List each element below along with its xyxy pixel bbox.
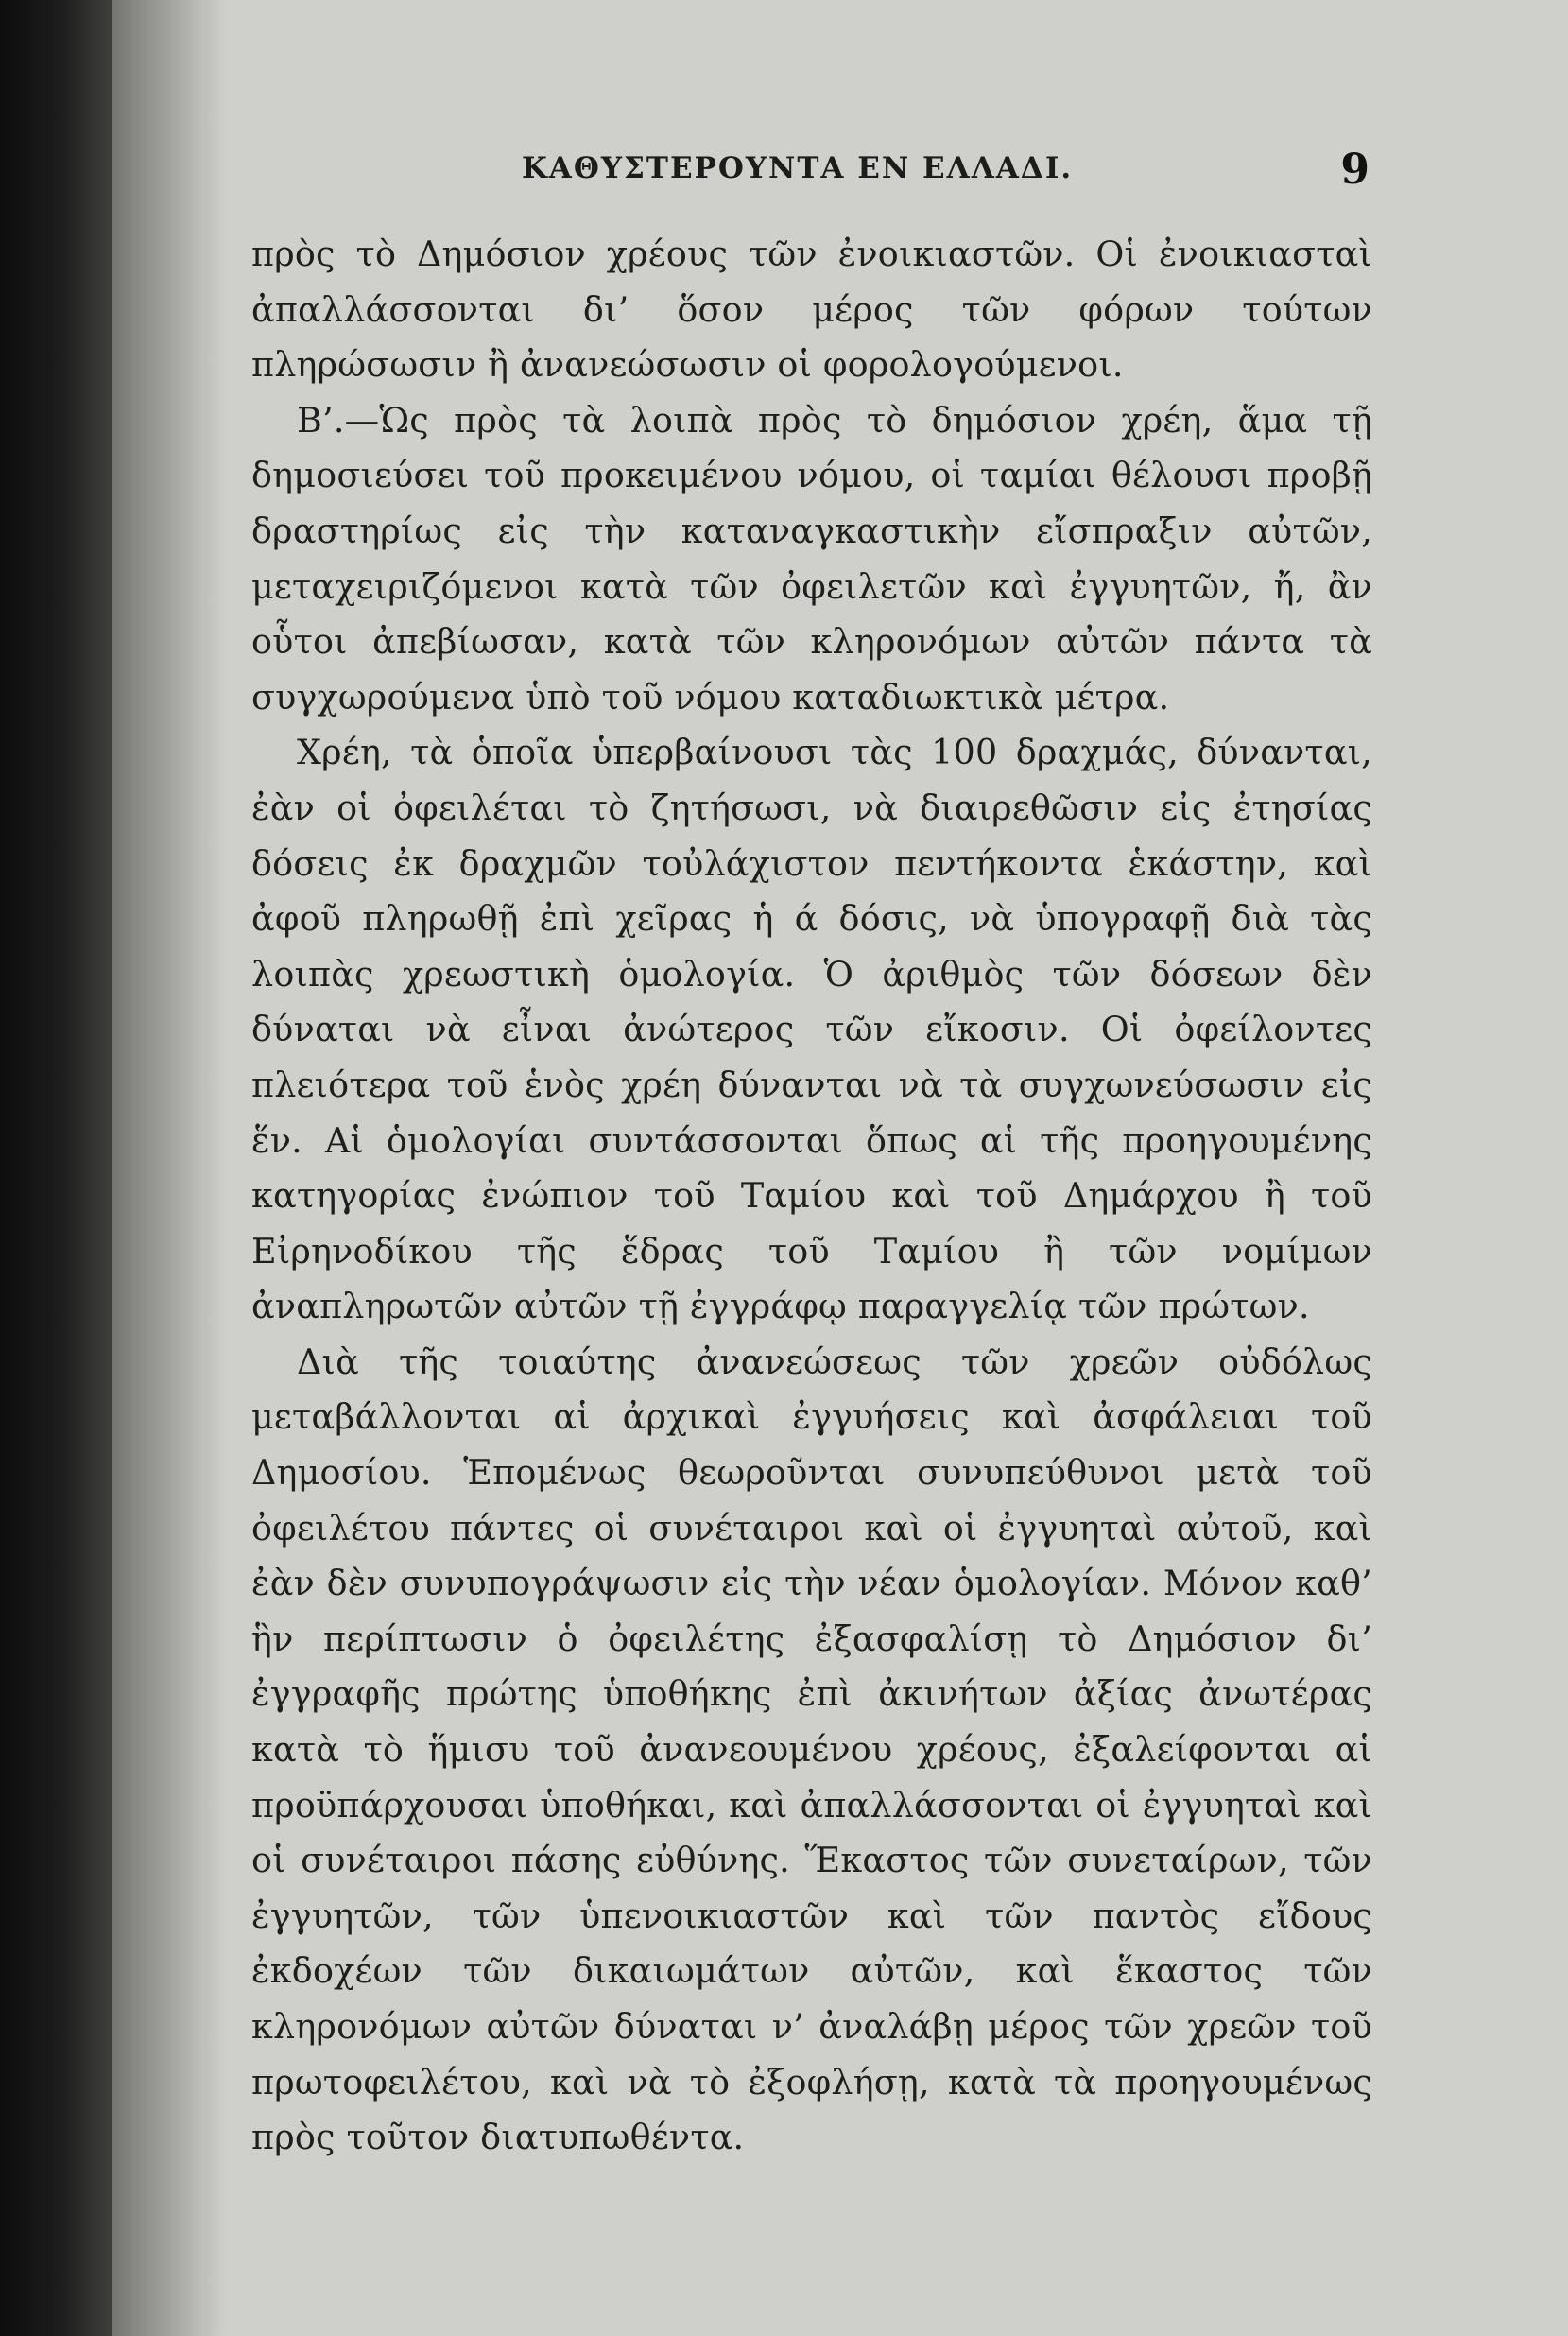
- page-number: 9: [1340, 146, 1370, 194]
- gutter-shadow: [112, 0, 225, 2336]
- paragraph: Β’.—Ὡς πρὸς τὰ λοιπὰ πρὸς τὸ δημόσιον χρέη, ἅμα τῇ δημοσιεύσει τοῦ προκειμένου νόμου, οἱ ταμίαι θέλουσι προβῇ δραστηρίως εἰς τὴν καταναγκαστικὴν εἴσπραξιν αὐτῶν, μεταχειριζόμενοι κατὰ τῶν ὀφειλετῶν καὶ ἐγγυητῶν, ἤ, ἂν οὗτοι ἀπεβίωσαν, κατὰ τῶν κληρονόμων αὐτῶν πάντα τὰ συγχωρούμενα ὑπὸ τοῦ νόμου καταδιωκτικὰ μέτρα.: [251, 399, 1372, 718]
- book-page: [225, 0, 1568, 2336]
- page-header: [225, 146, 1370, 208]
- paragraph: Διὰ τῆς τοιαύτης ἀνανεώσεως τῶν χρεῶν οὐδόλως μεταβάλλονται αἱ ἀρχικαὶ ἐγγυήσεις καὶ ἀσφάλειαι τοῦ Δημοσίου. Ἑπομένως θεωροῦνται συνυπεύθυνοι μετὰ τοῦ ὀφειλέτου πάντες οἱ συνέταιροι καὶ οἱ ἐγγυηταὶ αὐτοῦ, καὶ ἐὰν δὲν συνυπογράψωσιν εἰς τὴν νέαν ὁμολογίαν. Μόνον καθ’ ἣν περίπτωσιν ὁ ὀφειλέτης ἐξασφαλίσῃ τὸ Δημόσιον δι’ ἐγγραφῆς πρώτης ὑποθήκης ἐπὶ ἀκινήτων ἀξίας ἀνωτέρας κατὰ τὸ ἥμισυ τοῦ ἀνανεουμένου χρέους, ἐξαλείφονται αἱ προϋπάρχουσαι ὑποθήκαι, καὶ ἀπαλλάσσονται οἱ ἐγγυηταὶ καὶ οἱ συνέταιροι πάσης εὐθύνης. Ἕκαστος τῶν συνεταίρων, τῶν ἐγγυητῶν, τῶν ὑπενοικιαστῶν καὶ τῶν παντὸς εἴδους ἐκδοχέων τῶν δικαιωμάτων αὐτῶν, καὶ ἕκαστος τῶν κληρονόμων αὐτῶν δύναται ν’ ἀναλάβῃ μέρος τῶν χρεῶν τοῦ πρωτοφειλέτου, καὶ νὰ τὸ ἐξοφλήσῃ, κατὰ τὰ προηγουμένως πρὸς τοῦτον διατυπωθέντα.: [251, 1341, 1372, 2158]
- running-head: ΚΑΘΥΣΤΕΡΟΥΝΤΑ ΕΝ ΕΛΛΑΔΙ.: [521, 151, 1074, 185]
- paragraph: Χρέη, τὰ ὁποῖα ὑπερβαίνουσι τὰς 100 δραχμάς, δύνανται, ἐὰν οἱ ὀφειλέται τὸ ζητήσωσι, νὰ διαιρεθῶσιν εἰς ἐτησίας δόσεις ἐκ δραχμῶν τοὐλάχιστον πεντήκοντα ἑκάστην, καὶ ἀφοῦ πληρωθῇ ἐπὶ χεῖρας ἡ ά δόσις, νὰ ὑπογραφῇ διὰ τὰς λοιπὰς χρεωστικὴ ὁμολογία. Ὁ ἀριθμὸς τῶν δόσεων δὲν δύναται νὰ εἶναι ἀνώτερος τῶν εἴκοσιν. Οἱ ὀφείλοντες πλειότερα τοῦ ἑνὸς χρέη δύνανται νὰ τὰ συγχωνεύσωσιν εἰς ἕν. Αἱ ὁμολογίαι συντάσσονται ὅπως αἱ τῆς προηγουμένης κατηγορίας ἐνώπιον τοῦ Ταμίου καὶ τοῦ Δημάρχου ἢ τοῦ Εἰρηνοδίκου τῆς ἕδρας τοῦ Ταμίου ἢ τῶν νομίμων ἀναπληρωτῶν αὐτῶν τῇ ἐγγράφῳ παραγγελίᾳ τῶν πρώτων.: [251, 732, 1372, 1327]
- body-text: [251, 227, 1372, 2166]
- book-spine-shadow: [0, 0, 112, 2336]
- paragraph: πρὸς τὸ Δημόσιον χρέους τῶν ἐνοικιαστῶν. Οἱ ἐνοικιασταὶ ἀπαλλάσσονται δι’ ὅσον μέρος τῶν φόρων τούτων πληρώσωσιν ἢ ἀνανεώσωσιν οἱ φορολογούμενοι.: [251, 234, 1372, 386]
